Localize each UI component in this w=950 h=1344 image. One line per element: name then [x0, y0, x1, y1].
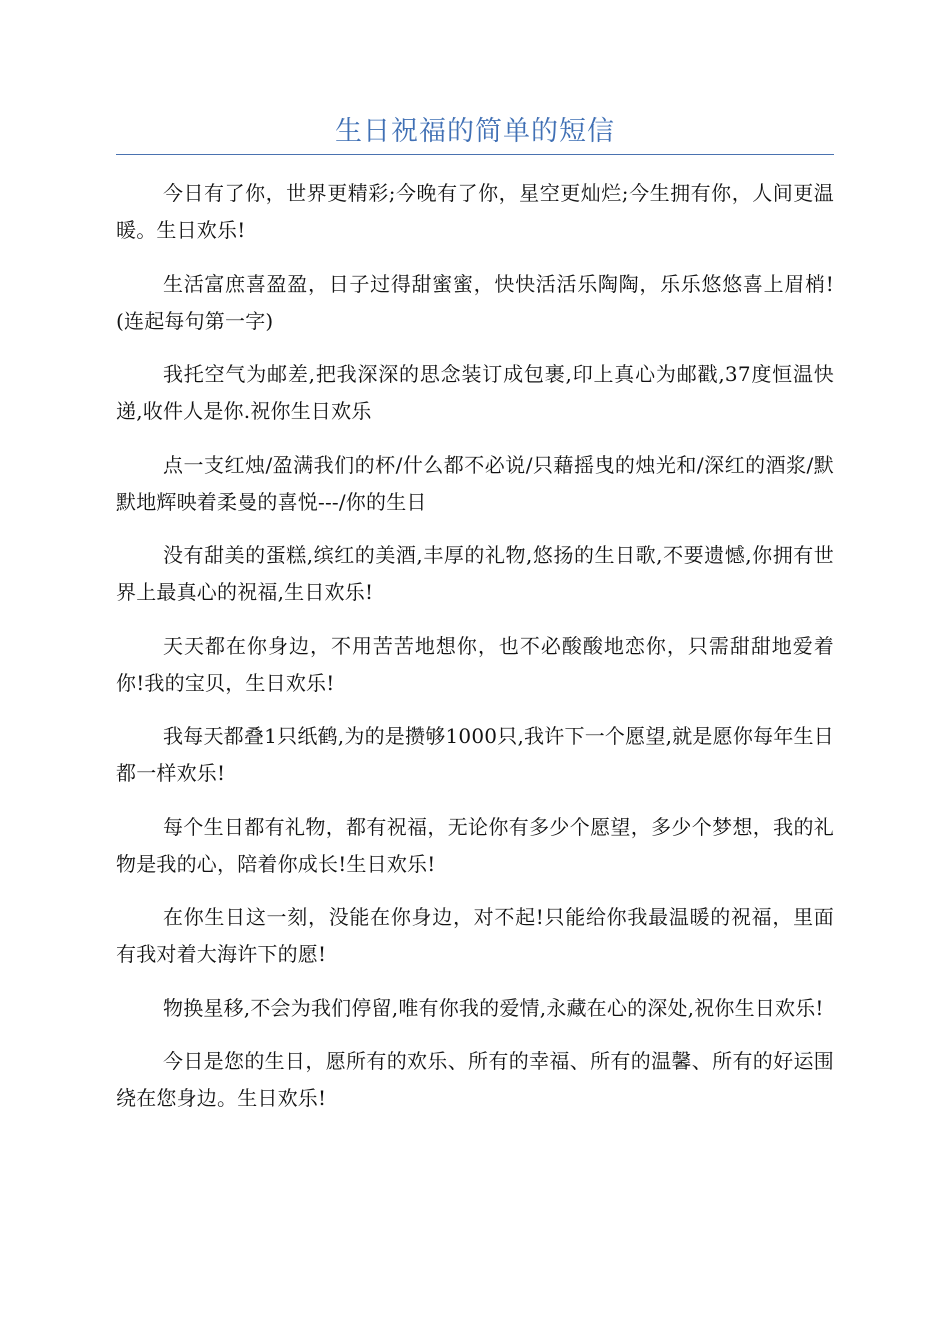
paragraph: 没有甜美的蛋糕,缤红的美酒,丰厚的礼物,悠扬的生日歌,不要遗憾,你拥有世界上最真心的祝福,生日欢乐!	[116, 543, 834, 604]
paragraph: 今日有了你，世界更精彩;今晚有了你，星空更灿烂;今生拥有你，人间更温暖。生日欢乐!	[116, 181, 834, 242]
paragraph: 在你生日这一刻，没能在你身边，对不起!只能给你我最温暖的祝福，里面有我对着大海许下的愿!	[116, 905, 834, 966]
document-title: 生日祝福的简单的短信	[335, 116, 615, 147]
document-body	[116, 175, 834, 1134]
paragraph: 天天都在你身边，不用苦苦地想你，也不必酸酸地恋你，只需甜甜地爱着你!我的宝贝，生日欢乐!	[116, 633, 834, 695]
title-underline	[116, 154, 834, 155]
paragraph: 我每天都叠1只纸鹤,为的是攒够1000只,我许下一个愿望,就是愿你每年生日都一样欢乐!	[116, 724, 834, 785]
paragraph: 我托空气为邮差,把我深深的思念装订成包裹,印上真心为邮戳,37度恒温快递,收件人是你.祝你生日欢乐	[116, 362, 834, 423]
paragraph: 每个生日都有礼物，都有祝福，无论你有多少个愿望，多少个梦想，我的礼物是我的心，陪着你成长!生日欢乐!	[116, 814, 834, 876]
paragraph: 生活富庶喜盈盈，日子过得甜蜜蜜，快快活活乐陶陶，乐乐悠悠喜上眉梢!(连起每句第一字)	[116, 271, 834, 333]
paragraph: 点一支红烛/盈满我们的杯/什么都不必说/只藉摇曳的烛光和/深红的酒浆/默默地辉映着柔曼的喜悦---/你的生日	[116, 452, 834, 514]
paragraph: 物换星移,不会为我们停留,唯有你我的爱情,永藏在心的深处,祝你生日欢乐!	[163, 995, 824, 1020]
paragraph: 今日是您的生日，愿所有的欢乐、所有的幸福、所有的温馨、所有的好运围绕在您身边。生日欢乐!	[116, 1049, 834, 1110]
